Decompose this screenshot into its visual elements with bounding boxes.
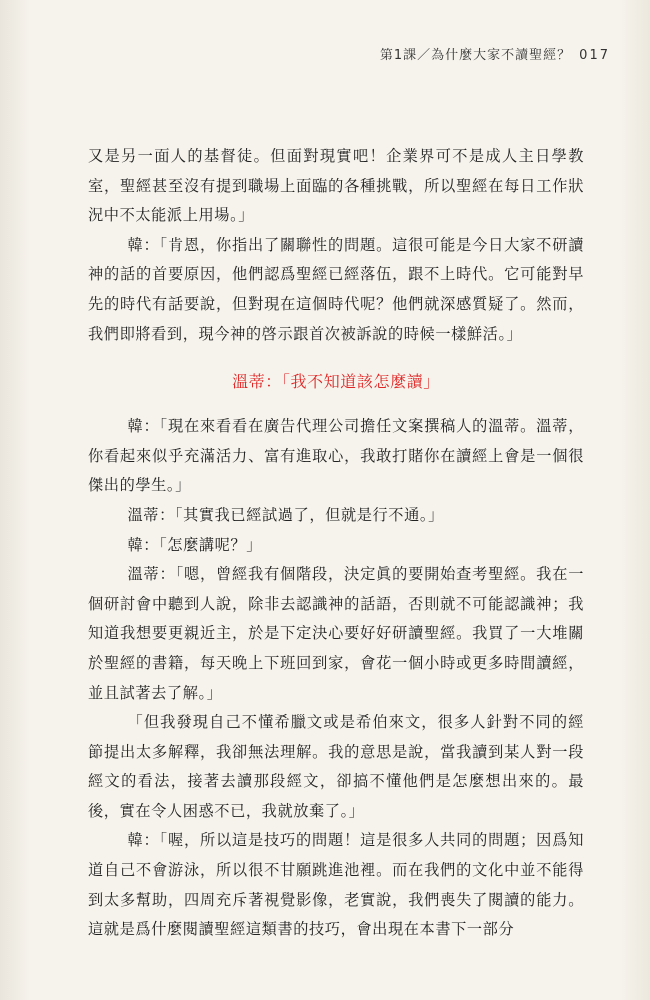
paragraph: 又是另一面人的基督徒。但面對現實吧！企業界可不是成人主日學教室，聖經甚至沒有提到職場上面臨的各種挑戰，所以聖經在每日工作狀況中不太能派上用場。」 — [88, 147, 584, 225]
paragraph: 「但我發現自己不懂希臘文或是希伯來文，很多人針對不同的經節提出太多解釋，我卻無法理解。我的意思是說，當我讀到某人對一段經文的看法，接著去讀那段經文，卻搞不懂他們是怎麼想出來的。最後，實在令人困惑不已，我就放棄了。」 — [88, 713, 584, 820]
paragraph: 溫蒂：「嗯，曾經我有個階段，決定眞的要開始查考聖經。我在一個研討會中聽到人說，除非去認識神的話語，否則就不可能認識神；我知道我想要更親近主，於是下定決心要好好研讀聖經。我買了一大堆關於聖經的書籍，每天晚上下班回到家，會花一個小時或更多時間讀經，並且試著去了解。」 — [88, 565, 584, 702]
running-header — [380, 44, 610, 63]
paragraph: 溫蒂：「其實我已經試過了，但就是行不通。」 — [127, 505, 444, 524]
chapter-title: 第1課／為什麼大家不讀聖經？ — [379, 48, 572, 63]
paragraph: 韓：「喔，所以這是技巧的問題！這是很多人共同的問題；因爲知道自己不會游泳，所以很不甘願跳進池裡。而在我們的文化中並不能得到太多幫助，四周充斥著視覺影像，老實說，我們喪失了閱讀的能力。這就是爲什麼閱讀聖經這類書的技巧，會出現在本書下一部分 — [88, 831, 584, 939]
page-number: 017 — [579, 48, 610, 63]
section-heading: 溫蒂：「我不知道該怎麼讀」 — [232, 372, 440, 392]
paragraph: 韓：「肯恩，你指出了關聯性的問題。這很可能是今日大家不研讀神的話的首要原因，他們認爲聖經已經落伍，跟不上時代。它可能對早先的時代有話要說，但對現在這個時代呢？他們就深感質疑了。然而，我們即將看到，現今神的啓示跟首次被訴說的時候一樣鮮活。」 — [88, 235, 584, 343]
paragraph: 韓：「怎麼講呢？」 — [127, 535, 263, 554]
paragraph: 韓：「現在來看看在廣告代理公司擔任文案撰稿人的溫蒂。溫蒂，你看起來似乎充滿活力、富有進取心，我敢打賭你在讀經上會是一個很傑出的學生。」 — [88, 417, 584, 495]
body-text — [88, 142, 584, 945]
